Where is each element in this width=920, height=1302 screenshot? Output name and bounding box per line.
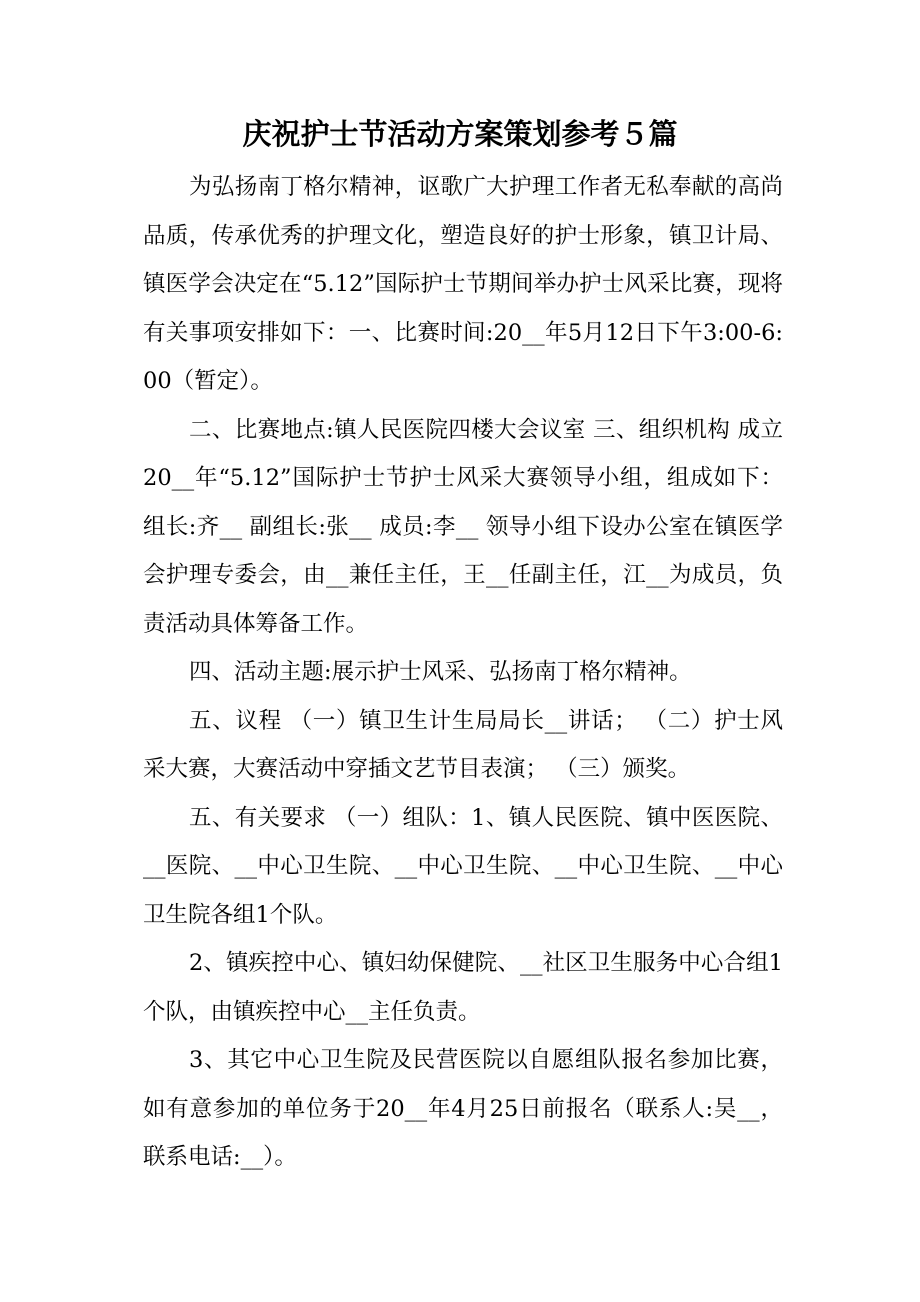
paragraph-requirements: 五、有关要求 （一）组队：1、镇人民医院、镇中医医院、__医院、__中心卫生院、__中心卫生院、__中心卫生院、__中心卫生院各组1个队。 — [143, 804, 783, 928]
paragraph-venue-organization: 二、比赛地点:镇人民医院四楼大会议室 三、组织机构 成立20__年“5.12”国际护士节护士风采大赛领导小组，组成如下：组长:齐__ 副组长:张__ 成员:李__ 领导小组下设办公室在镇医学会护理专委会，由__兼任主任，王__任副主任，江__为成员，负责活动具体筹备工作。 — [143, 416, 783, 637]
paragraph-team-2: 2、镇疾控中心、镇妇幼保健院、__社区卫生服务中心合组1个队，由镇疾控中心__主任负责。 — [143, 950, 783, 1025]
paragraph-theme: 四、活动主题:展示护士风采、弘扬南丁格尔精神。 — [189, 659, 692, 685]
paragraph-intro: 为弘扬南丁格尔精神，讴歌广大护理工作者无私奉献的高尚品质，传承优秀的护理文化，塑造良好的护士形象，镇卫计局、镇医学会决定在“5.12”国际护士节期间举办护士风采比赛，现将有关事项安排如下：一、比赛时间:20__年5月12日下午3:00-6:00（暂定）。 — [143, 174, 783, 394]
document-title: 庆祝护士节活动方案策划参考５篇 — [242, 117, 678, 151]
document-body — [143, 163, 783, 1182]
paragraph-team-3: 3、其它中心卫生院及民营医院以自愿组队报名参加比赛，如有意参加的单位务于20__年4月25日前报名（联系人:吴__，联系电话:__）。 — [143, 1047, 783, 1170]
paragraph-agenda: 五、议程 （一）镇卫生计生局局长__讲话； （二）护士风采大赛，大赛活动中穿插文艺节目表演； （三）颁奖。 — [143, 707, 783, 782]
